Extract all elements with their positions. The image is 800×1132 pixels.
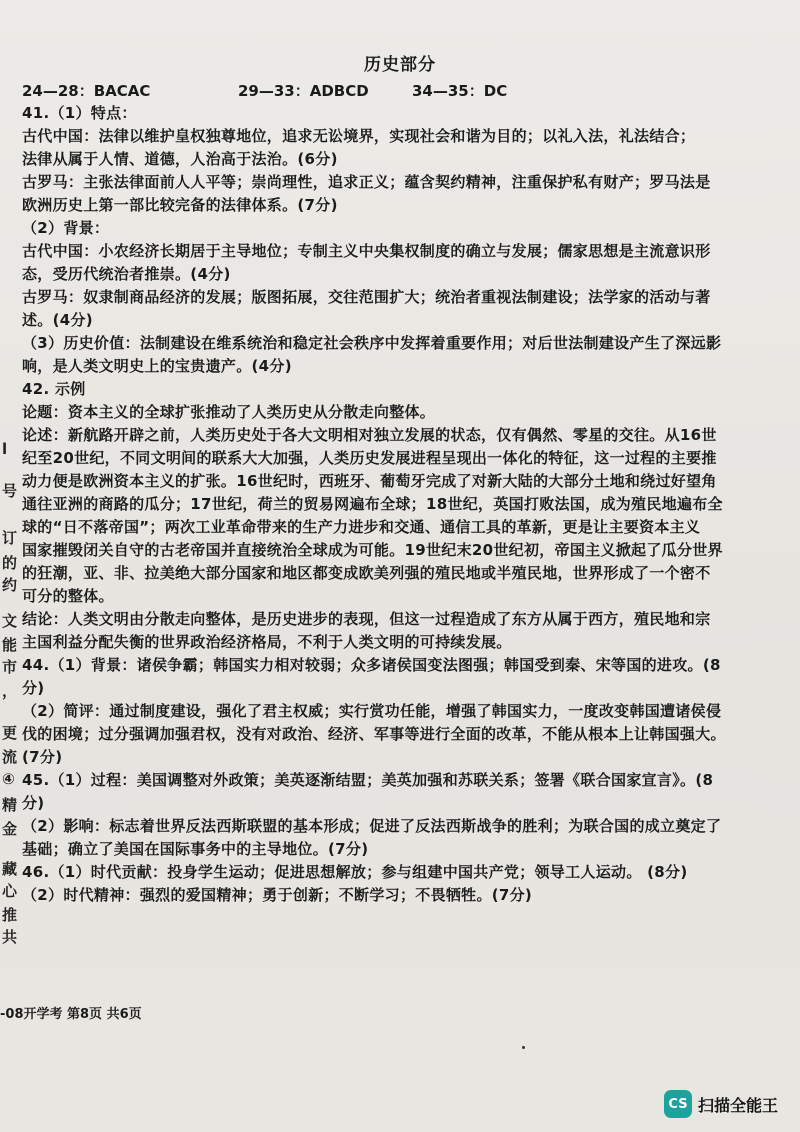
camscanner-watermark [664, 1090, 778, 1118]
text-line: 古罗马：主张法律面前人人平等；崇尚理性，追求正义；蕴含契约精神，注重保护私有财产；罗马法是 [22, 173, 711, 191]
margin-char: 流 [2, 748, 18, 766]
margin-char: 更 [2, 724, 18, 742]
margin-char: 号 [2, 482, 18, 500]
scan-speck [522, 1046, 525, 1049]
text-line: 动力便是欧洲资本主义的扩张。16世纪时，西班牙、葡萄牙完成了对新大陆的大部分土地和绕过好望角 [22, 472, 717, 490]
text-line: 结论：人类文明由分散走向整体，是历史进步的表现，但这一过程造成了东方从属于西方，殖民地和宗 [22, 610, 711, 628]
text-line: 响，是人类文明史上的宝贵遗产。(4分) [22, 357, 292, 375]
margin-char: 文 [2, 612, 18, 630]
text-line: （2）简评：通过制度建设，强化了君主权威；实行赏功任能，增强了韩国实力，一度改变韩国遭诸侯侵 [22, 702, 722, 720]
text-line: 基础；确立了美国在国际事务中的主导地位。(7分) [22, 840, 369, 858]
text-line: 国家摧毁闭关自守的古老帝国并直接统治全球成为可能。19世纪末20世纪初，帝国主义掀起了瓜分世界 [22, 541, 723, 559]
text-line: 古代中国：小农经济长期居于主导地位；专制主义中央集权制度的确立与发展；儒家思想是主流意识形 [22, 242, 711, 260]
answer-key-24-28: 24—28：BACAC [22, 82, 151, 100]
margin-char: 藏 [2, 860, 18, 878]
text-line: 42. 示例 [22, 380, 86, 398]
text-line: 的狂潮，亚、非、拉美绝大部分国家和地区都变成欧美列强的殖民地或半殖民地，世界形成了一个密不 [22, 564, 711, 582]
text-line: 述。(4分) [22, 311, 93, 329]
text-line: 44.（1）背景：诸侯争霸；韩国实力相对较弱；众多诸侯国变法图强；韩国受到秦、宋等国的进攻。(8 [22, 656, 721, 674]
camscanner-logo-icon: CS [664, 1090, 692, 1118]
text-line: 论述：新航路开辟之前，人类历史处于各大文明相对独立发展的状态，仅有偶然、零星的交往。从16世 [22, 426, 717, 444]
margin-char: 市 [2, 658, 18, 676]
text-line: (7分) [22, 748, 63, 766]
text-line: （2）时代精神：强烈的爱国精神；勇于创新；不断学习；不畏牺牲。(7分) [22, 886, 533, 904]
text-line: 分) [22, 794, 45, 812]
margin-char: ， [2, 682, 18, 700]
margin-char: 能 [2, 636, 18, 654]
text-line: 欧洲历史上第一部比较完备的法律体系。(7分) [22, 196, 338, 214]
margin-char: 订 [2, 529, 18, 547]
text-line: 41.（1）特点： [22, 104, 137, 122]
text-line: 论题：资本主义的全球扩张推动了人类历史从分散走向整体。 [22, 403, 436, 421]
text-line: 分) [22, 679, 45, 697]
text-line: 伐的困境；过分强调加强君权，没有对政治、经济、军事等进行全面的改革，不能从根本上让韩国强大。 [22, 725, 726, 743]
text-line: 主国利益分配失衡的世界政治经济格局，不利于人类文明的可持续发展。 [22, 633, 512, 651]
text-line: 45.（1）过程：美国调整对外政策；美英逐渐结盟；美英加强和苏联关系；签署《联合国家宣言》。(8 [22, 771, 714, 789]
margin-char: 心 [2, 882, 18, 900]
text-line: 法律从属于人情、道德，人治高于法治。(6分) [22, 150, 338, 168]
text-line: （2）影响：标志着世界反法西斯联盟的基本形成；促进了反法西斯战争的胜利；为联合国的成立奠定了 [22, 817, 722, 835]
text-line: 通往亚洲的商路的瓜分；17世纪，荷兰的贸易网遍布全球；18世纪，英国打败法国，成为殖民地遍布全 [22, 495, 723, 513]
text-line: 古代中国：法律以维护皇权独尊地位，追求无讼境界，实现社会和谐为目的；以礼入法，礼法结合； [22, 127, 696, 145]
text-line: （3）历史价值：法制建设在维系统治和稳定社会秩序中发挥着重要作用；对后世法制建设产生了深远影 [22, 334, 722, 352]
text-line: （2）背景： [22, 219, 110, 237]
text-line: 古罗马：奴隶制商品经济的发展；版图拓展，交往范围扩大；统治者重视法制建设；法学家的活动与著 [22, 288, 711, 306]
margin-char: 约 [2, 576, 18, 594]
margin-char: 的 [2, 554, 18, 572]
text-line: 球的“日不落帝国”；两次工业革命带来的生产力进步和交通、通信工具的革新，更是让主要资本主义 [22, 518, 701, 536]
text-line: 46.（1）时代贡献：投身学生运动；促进思想解放；参与组建中国共产党；领导工人运动。 (8分) [22, 863, 688, 881]
camscanner-logo-text: 扫描全能王 [698, 1095, 779, 1115]
text-line: 可分的整体。 [22, 587, 114, 605]
margin-char: 推 [2, 906, 18, 924]
margin-char: 精 [2, 796, 18, 814]
text-line: 纪至20世纪，不同文明间的联系大大加强，人类历史发展进程呈现出一体化的特征，这一过程的主要推 [22, 449, 717, 467]
answer-key-29-33: 29—33：ADBCD [238, 82, 369, 100]
margin-char: ④ [2, 770, 15, 788]
margin-char: l [2, 440, 8, 458]
margin-char: 金 [2, 820, 18, 838]
margin-char: 共 [2, 928, 18, 946]
section-title: 历史部分 [364, 55, 436, 75]
answer-key-34-35: 34—35：DC [412, 82, 508, 100]
page-footer: -08开学考 第8页 共6页 [0, 1007, 142, 1022]
text-line: 态，受历代统治者推崇。(4分) [22, 265, 231, 283]
